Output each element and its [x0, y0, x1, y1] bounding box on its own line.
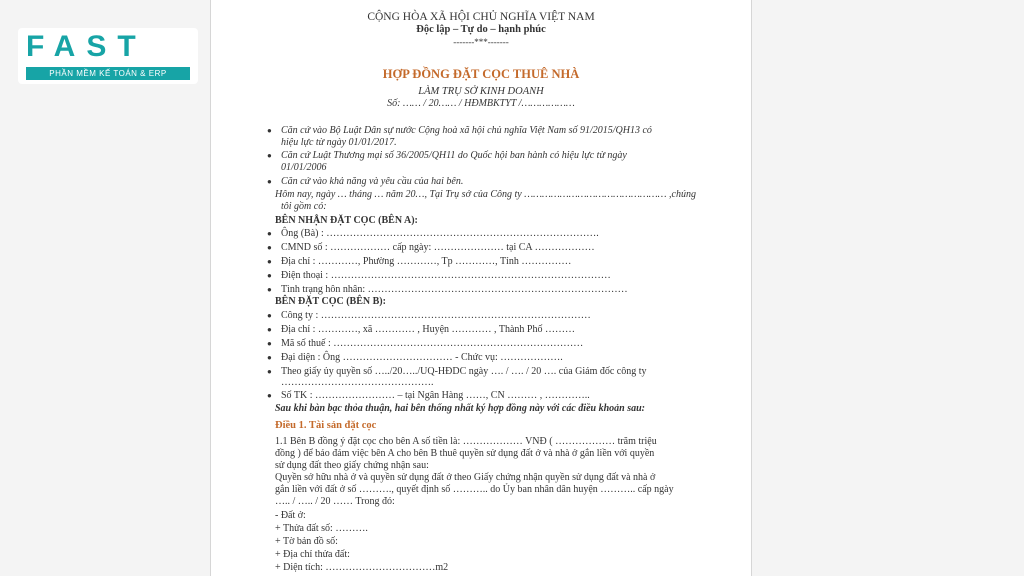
bullet-icon: ● — [267, 229, 272, 238]
party-b-row: Theo giấy ủy quyền số …../20…../UQ-HĐDC ngày …. / …. / 20 …. của Giám đốc công ty — [281, 366, 647, 377]
bullet-icon: ● — [267, 367, 272, 376]
logo-wordmark: FAST — [26, 30, 147, 63]
bullet-icon: ● — [267, 126, 272, 135]
basis-line: Căn cứ vào khả năng và yêu cầu của hai bên. — [281, 176, 464, 187]
article-1-line: sử dụng đất theo giấy chứng nhận sau: — [275, 460, 429, 471]
article-1-line: + Tờ bản đồ số: — [275, 536, 338, 547]
party-b-row: Mã số thuế : ………………………………………………………………… — [281, 338, 584, 349]
contract-subtitle: LÀM TRỤ SỞ KINH DOANH — [418, 86, 544, 97]
party-a-row: Điện thoại : ………………………………………………………………………… — [281, 270, 611, 281]
party-a-row: Ông (Bà) : ………………………………………………………………………. — [281, 228, 599, 239]
contract-title: HỢP ĐỒNG ĐẶT CỌC THUÊ NHÀ — [382, 67, 580, 81]
document-page — [210, 0, 752, 576]
fast-logo — [18, 28, 198, 84]
nation-header: CỘNG HÒA XÃ HỘI CHỦ NGHĨA VIỆT NAM — [367, 11, 595, 23]
bullet-icon: ● — [267, 151, 272, 160]
agreement-line: Sau khi bàn bạc thỏa thuận, hai bên thống nhất ký hợp đồng này với các điều khoản sau: — [275, 403, 645, 414]
bullet-icon: ● — [267, 257, 272, 266]
article-1-line: Quyền sở hữu nhà ở và quyền sử dụng đất ở theo Giấy chứng nhận quyền sử dụng đất và nhà ở — [275, 472, 656, 483]
article-1-line: - Đất ở: — [275, 510, 306, 521]
article-1-heading: Điều 1. Tài sản đặt cọc — [275, 420, 377, 431]
basis-line: hiệu lực từ ngày 01/01/2017. — [281, 137, 397, 148]
bullet-icon: ● — [267, 325, 272, 334]
party-a-heading: BÊN NHẬN ĐẶT CỌC (BÊN A): — [275, 215, 418, 226]
article-1-line: ….. / ….. / 20 …… Trong đó: — [275, 496, 395, 507]
basis-line: Căn cứ Luật Thương mại số 36/2005/QH11 do Quốc hội ban hành có hiệu lực từ ngày — [281, 150, 627, 161]
basis-line: 01/01/2006 — [281, 162, 327, 173]
party-a-row: CMND số : ……………… cấp ngày: ………………… tại CA ……………… — [281, 242, 595, 253]
bullet-icon: ● — [267, 391, 272, 400]
bullet-icon: ● — [267, 285, 272, 294]
party-a-row: Tình trạng hôn nhân: …………………………………………………………………… — [281, 284, 628, 295]
motto: Độc lập – Tự do – hạnh phúc — [416, 24, 546, 35]
party-b-row: Địa chỉ : …………, xã ………… , Huyện ………… , Thành Phố ……… — [281, 324, 575, 335]
party-b-heading: BÊN ĐẶT CỌC (BÊN B): — [275, 296, 386, 307]
party-b-row: Công ty : ……………………………………………………………………… — [281, 310, 591, 321]
logo-tagline: PHẦN MỀM KẾ TOÁN & ERP — [26, 67, 190, 80]
party-b-row: Đại diện : Ông …………………………… - Chức vụ: ………………. — [281, 352, 563, 363]
party-a-row: Địa chỉ : …………, Phường …………, Tp …………, Tỉnh …………… — [281, 256, 572, 267]
article-1-line: + Địa chỉ thửa đất: — [275, 549, 350, 560]
today-line: tôi gồm có: — [281, 201, 327, 212]
article-1-line: gắn liền với đất ở số ………., quyết định số ……….. do Ủy ban nhân dân huyện ……….. cấp ngày — [275, 484, 674, 495]
bullet-icon: ● — [267, 311, 272, 320]
party-b-row: Số TK : …………………… – tại Ngân Hàng ……, CN ……… , ………….. — [281, 390, 590, 401]
header-separator: -------***------- — [453, 37, 509, 47]
bullet-icon: ● — [267, 339, 272, 348]
bullet-icon: ● — [267, 353, 272, 362]
article-1-line: + Thửa đất số: ………. — [275, 523, 368, 534]
bullet-icon: ● — [267, 271, 272, 280]
bullet-icon: ● — [267, 243, 272, 252]
contract-number: Số: …… / 20…… / HĐMBKTYT /……………… — [387, 98, 575, 109]
party-b-row: ………………………………………. — [281, 377, 434, 388]
article-1-line: đồng ) để bảo đảm việc bên A cho bên B thuê quyền sử dụng đất ở và nhà ở gắn liền với quyền — [275, 448, 655, 459]
article-1-line: + Diện tích: ……………………………m2 — [275, 562, 449, 573]
bullet-icon: ● — [267, 177, 272, 186]
basis-line: Căn cứ vào Bộ Luật Dân sự nước Cộng hoà xã hội chủ nghĩa Việt Nam số 91/2015/QH13 có — [281, 125, 652, 136]
article-1-line: 1.1 Bên B đồng ý đặt cọc cho bên A số tiền là: ……………… VNĐ ( ……………… trăm triệu — [275, 436, 657, 447]
today-line: Hôm nay, ngày … tháng … năm 20…, Tại Trụ sở của Công ty ………………………………………… ,chúng — [275, 189, 696, 200]
